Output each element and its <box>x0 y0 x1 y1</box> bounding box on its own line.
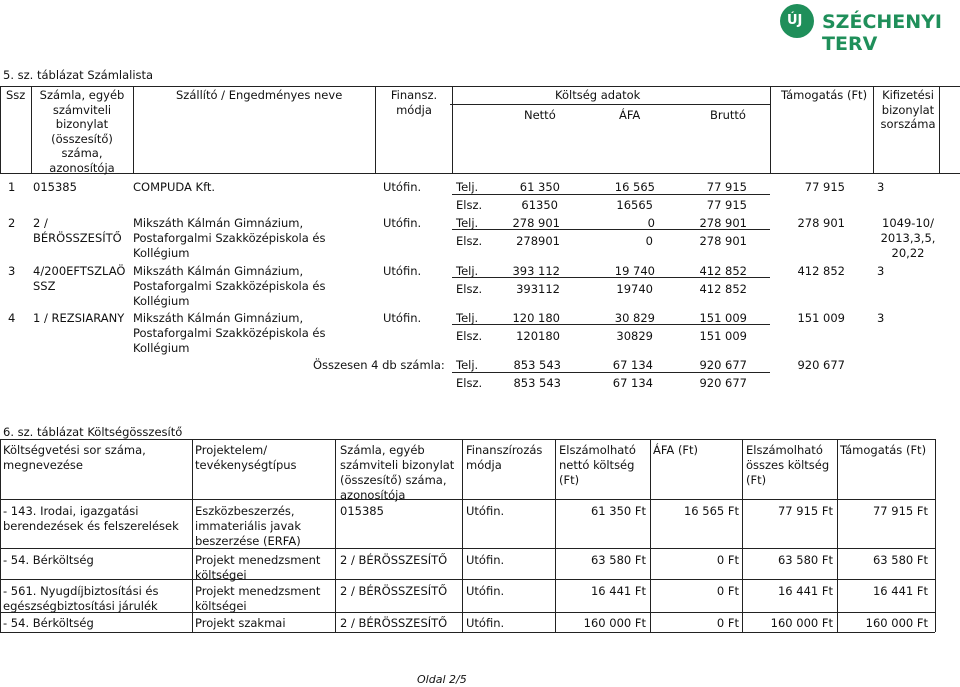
header-finanszirozas: Finanszírozás <box>466 443 543 457</box>
cell-elsz-netto: 63 580 Ft <box>590 553 646 567</box>
cell-tamogatas: 278 901 <box>797 216 845 230</box>
cell-elsz-label: Elsz. <box>456 282 483 296</box>
cell-szamla: 2 / <box>33 216 48 230</box>
table-rule <box>133 86 134 173</box>
cell-netto: 61 350 <box>519 180 560 194</box>
cell-szallito: Kollégium <box>133 341 190 355</box>
cell-telj-label: Telj. <box>456 264 479 278</box>
cell-netto: 120 180 <box>512 311 560 325</box>
header-elsz-osszes: összes költség <box>746 458 830 472</box>
table-rule <box>452 372 770 373</box>
cell-szamla: 2 / BÉRÖSSZESÍTŐ <box>340 553 448 567</box>
table-rule <box>335 439 336 632</box>
header-szamla: bizonylat <box>55 117 109 131</box>
header-elsz-netto: Elszámolható <box>559 443 636 457</box>
cell-tamogatas: 412 852 <box>797 264 845 278</box>
header-kifizetesi: Kifizetési <box>882 88 934 102</box>
header-projektelem: tevékenységtípus <box>195 458 297 472</box>
cell-tamogatas: 77 915 Ft <box>872 504 928 518</box>
cell-tamogatas: 160 000 Ft <box>865 616 928 630</box>
cell-projektelem: Projekt menedzsment <box>195 584 321 598</box>
table-rule <box>650 439 651 632</box>
cell-brutto: 920 677 <box>699 376 747 390</box>
cell-elsz-osszes: 16 441 Ft <box>777 584 833 598</box>
cell-kifizetesi: 1049-10/ <box>882 216 934 230</box>
cell-kifizetesi: 20,22 <box>891 246 925 260</box>
cell-netto: 61350 <box>521 198 558 212</box>
table-rule <box>0 86 1 173</box>
cell-projektelem: Projekt szakmai <box>195 616 286 630</box>
logo-mark-text: ÚJ <box>787 13 803 28</box>
table-rule <box>0 86 960 87</box>
cell-szallito: COMPUDA Kft. <box>133 180 216 194</box>
cell-finanszirozas: Utófin. <box>466 616 505 630</box>
cell-finansz: Utófin. <box>383 216 422 230</box>
total-label: Összesen 4 db számla: <box>313 358 445 372</box>
cell-elsz-netto: 160 000 Ft <box>583 616 646 630</box>
header-projektelem: Projektelem/ <box>195 443 268 457</box>
cell-projektelem: költségei <box>195 568 247 582</box>
cell-elsz-label: Elsz. <box>456 329 483 343</box>
table-rule <box>0 499 935 500</box>
cell-afa: 19740 <box>616 282 653 296</box>
cell-telj-label: Telj. <box>456 180 479 194</box>
cell-projektelem: költségei <box>195 599 247 613</box>
header-sor: megnevezése <box>3 458 84 472</box>
header-szamla: számviteli <box>52 102 112 117</box>
header-sor: Költségvetési sor száma, <box>3 443 146 457</box>
table-rule <box>452 277 770 278</box>
cell-projektelem: Projekt menedzsment <box>195 553 321 567</box>
header-szamla: száma, <box>61 146 103 160</box>
header-szamla: (összesítő) <box>51 131 113 146</box>
cell-afa: 30 829 <box>614 311 655 325</box>
cell-szamla: 015385 <box>340 504 384 518</box>
cell-szallito: Mikszáth Kálmán Gimnázium, <box>133 216 304 230</box>
cell-elsz-label: Elsz. <box>456 198 483 212</box>
table-rule <box>462 439 463 632</box>
cell-afa: 67 134 <box>612 376 653 390</box>
table-rule <box>837 439 838 632</box>
cell-afa: 30829 <box>616 329 653 343</box>
cell-brutto: 278 901 <box>699 216 747 230</box>
header-tamogatas: Támogatás (Ft) <box>840 443 927 457</box>
table-rule <box>0 439 1 632</box>
table-rule <box>0 632 935 633</box>
cell-tamogatas: 16 441 Ft <box>872 584 928 598</box>
cell-sor: - 54. Bérköltség <box>3 616 94 630</box>
header-finansz: módja <box>396 102 432 117</box>
cell-finansz: Utófin. <box>383 180 422 194</box>
table-rule <box>452 324 770 325</box>
cell-netto: 278 901 <box>512 216 560 230</box>
cell-telj-label: Telj. <box>456 311 479 325</box>
cell-projektelem: beszerzése (ERFA) <box>195 534 301 548</box>
cell-afa: 0 Ft <box>716 616 739 630</box>
header-szamla: azonosítója <box>340 488 406 502</box>
cell-sor: - 54. Bérköltség <box>3 553 94 567</box>
cell-sor: berendezések és felszerelések <box>3 519 179 533</box>
header-koltseg-adatok: Költség adatok <box>555 88 641 102</box>
table-rule <box>742 439 743 632</box>
cell-projektelem: immateriális javak <box>195 519 301 533</box>
cell-ssz: 3 <box>8 264 16 278</box>
cell-finanszirozas: Utófin. <box>466 553 505 567</box>
cell-tamogatas: 151 009 <box>797 311 845 325</box>
cell-brutto: 278 901 <box>699 234 747 248</box>
table-rule <box>555 439 556 632</box>
table-rule <box>0 173 960 174</box>
header-tamogatas: Támogatás (Ft) <box>781 88 868 102</box>
cell-ssz: 1 <box>8 180 16 194</box>
cell-netto: 120180 <box>516 329 560 343</box>
cell-elsz-netto: 61 350 Ft <box>590 504 646 518</box>
table5-caption: 5. sz. táblázat Számlalista <box>3 68 154 82</box>
cell-kifizetesi: 3 <box>877 264 885 278</box>
header-kifizetesi: sorszáma <box>880 117 936 131</box>
cell-szamla: 1 / REZSIARANY <box>33 311 125 325</box>
header-netto: Nettó <box>524 108 556 122</box>
table-rule <box>0 439 935 440</box>
header-finanszirozas: módja <box>466 458 502 472</box>
cell-szallito: Postaforgalmi Szakközépiskola és <box>133 279 326 293</box>
cell-elsz-osszes: 63 580 Ft <box>777 553 833 567</box>
table-rule <box>452 86 453 173</box>
cell-szallito: Postaforgalmi Szakközépiskola és <box>133 231 326 245</box>
cell-brutto: 920 677 <box>699 358 747 372</box>
cell-ssz: 4 <box>8 311 16 325</box>
cell-afa: 16565 <box>616 198 653 212</box>
cell-afa: 16 565 Ft <box>683 504 739 518</box>
table-rule <box>192 439 193 632</box>
header-szamla: azonosítója <box>49 160 115 175</box>
cell-szamla: 4/200EFTSZLAÖ <box>33 264 126 278</box>
table-rule <box>935 439 936 632</box>
header-finansz: Finansz. <box>390 88 438 102</box>
cell-netto: 278901 <box>516 234 560 248</box>
cell-netto: 393 112 <box>512 264 560 278</box>
cell-elsz-label: Elsz. <box>456 376 483 390</box>
cell-sor: egészségbiztosítási járulék <box>3 599 158 613</box>
cell-kifizetesi: 2013,3,5, <box>880 231 936 245</box>
header-szallito: Szállító / Engedményes neve <box>176 88 343 102</box>
header-ssz: Ssz <box>6 88 26 102</box>
header-afa: ÁFA (Ft) <box>653 443 699 457</box>
cell-finanszirozas: Utófin. <box>466 584 505 598</box>
table-rule <box>0 548 935 549</box>
cell-finanszirozas: Utófin. <box>466 504 505 518</box>
cell-szallito: Mikszáth Kálmán Gimnázium, <box>133 311 304 325</box>
cell-afa: 16 565 <box>614 180 655 194</box>
cell-netto: 853 543 <box>513 358 561 372</box>
cell-brutto: 412 852 <box>699 282 747 296</box>
cell-afa: 67 134 <box>612 358 653 372</box>
cell-telj-label: Telj. <box>456 358 479 372</box>
cell-brutto: 151 009 <box>699 329 747 343</box>
page-number: Oldal 2/5 <box>417 673 467 686</box>
cell-szallito: Postaforgalmi Szakközépiskola és <box>133 326 326 340</box>
logo-text: SZÉCHENYI TERV <box>822 11 942 55</box>
header-elsz-osszes: Elszámolható <box>746 443 823 457</box>
cell-telj-label: Telj. <box>456 216 479 230</box>
cell-netto: 853 543 <box>513 376 561 390</box>
header-brutto: Bruttó <box>710 108 746 122</box>
cell-tamogatas: 920 677 <box>797 358 845 372</box>
header-szamla: (összesítő) száma, <box>340 473 447 487</box>
table-rule <box>452 229 770 230</box>
cell-brutto: 77 915 <box>706 180 747 194</box>
cell-brutto: 77 915 <box>706 198 747 212</box>
header-kifizetesi: bizonylat <box>881 102 935 117</box>
header-afa: ÁFA <box>619 108 641 122</box>
header-elsz-osszes: (Ft) <box>746 473 767 487</box>
cell-elsz-osszes: 77 915 Ft <box>777 504 833 518</box>
cell-kifizetesi: 3 <box>877 180 885 194</box>
cell-tamogatas: 63 580 Ft <box>872 553 928 567</box>
table-rule <box>770 86 771 173</box>
cell-szamla: 2 / BÉRÖSSZESÍTŐ <box>340 584 448 598</box>
cell-sor: - 561. Nyugdíjbiztosítási és <box>3 584 159 598</box>
cell-afa: 0 Ft <box>716 553 739 567</box>
cell-afa: 0 Ft <box>716 584 739 598</box>
table-rule <box>31 86 32 173</box>
cell-szamla: BÉRÖSSZESÍTŐ <box>33 231 122 245</box>
table6-caption: 6. sz. táblázat Költségösszesítő <box>3 425 183 439</box>
table-rule <box>452 194 770 195</box>
cell-projektelem: Eszközbeszerzés, <box>195 504 295 518</box>
table-rule <box>873 86 874 173</box>
cell-elsz-osszes: 160 000 Ft <box>770 616 833 630</box>
header-szamla: Számla, egyéb <box>340 443 425 457</box>
cell-tamogatas: 77 915 <box>804 180 845 194</box>
cell-elsz-netto: 16 441 Ft <box>590 584 646 598</box>
cell-szallito: Mikszáth Kálmán Gimnázium, <box>133 264 304 278</box>
cell-ssz: 2 <box>8 216 16 230</box>
cell-szamla: 2 / BÉRÖSSZESÍTŐ <box>340 616 448 630</box>
cell-szallito: Kollégium <box>133 246 190 260</box>
cell-netto: 393112 <box>516 282 560 296</box>
header-elsz-netto: (Ft) <box>559 473 580 487</box>
cell-afa: 0 <box>647 216 655 230</box>
cell-brutto: 151 009 <box>699 311 747 325</box>
cell-szallito: Kollégium <box>133 294 190 308</box>
cell-kifizetesi: 3 <box>877 311 885 325</box>
cell-finansz: Utófin. <box>383 264 422 278</box>
cell-szamla: SSZ <box>33 279 56 293</box>
cell-afa: 0 <box>645 234 653 248</box>
table-rule <box>450 104 770 105</box>
cell-sor: - 143. Irodai, igazgatási <box>3 504 139 518</box>
cell-brutto: 412 852 <box>699 264 747 278</box>
header-szamla: Számla, egyéb <box>39 88 125 102</box>
header-szamla: számviteli bizonylat <box>340 458 455 472</box>
cell-afa: 19 740 <box>614 264 655 278</box>
header-elsz-netto: nettó költség <box>559 458 635 472</box>
cell-szamla: 015385 <box>33 180 77 194</box>
cell-elsz-label: Elsz. <box>456 234 483 248</box>
table-rule <box>375 86 376 173</box>
table-rule <box>0 579 935 580</box>
cell-finansz: Utófin. <box>383 311 422 325</box>
